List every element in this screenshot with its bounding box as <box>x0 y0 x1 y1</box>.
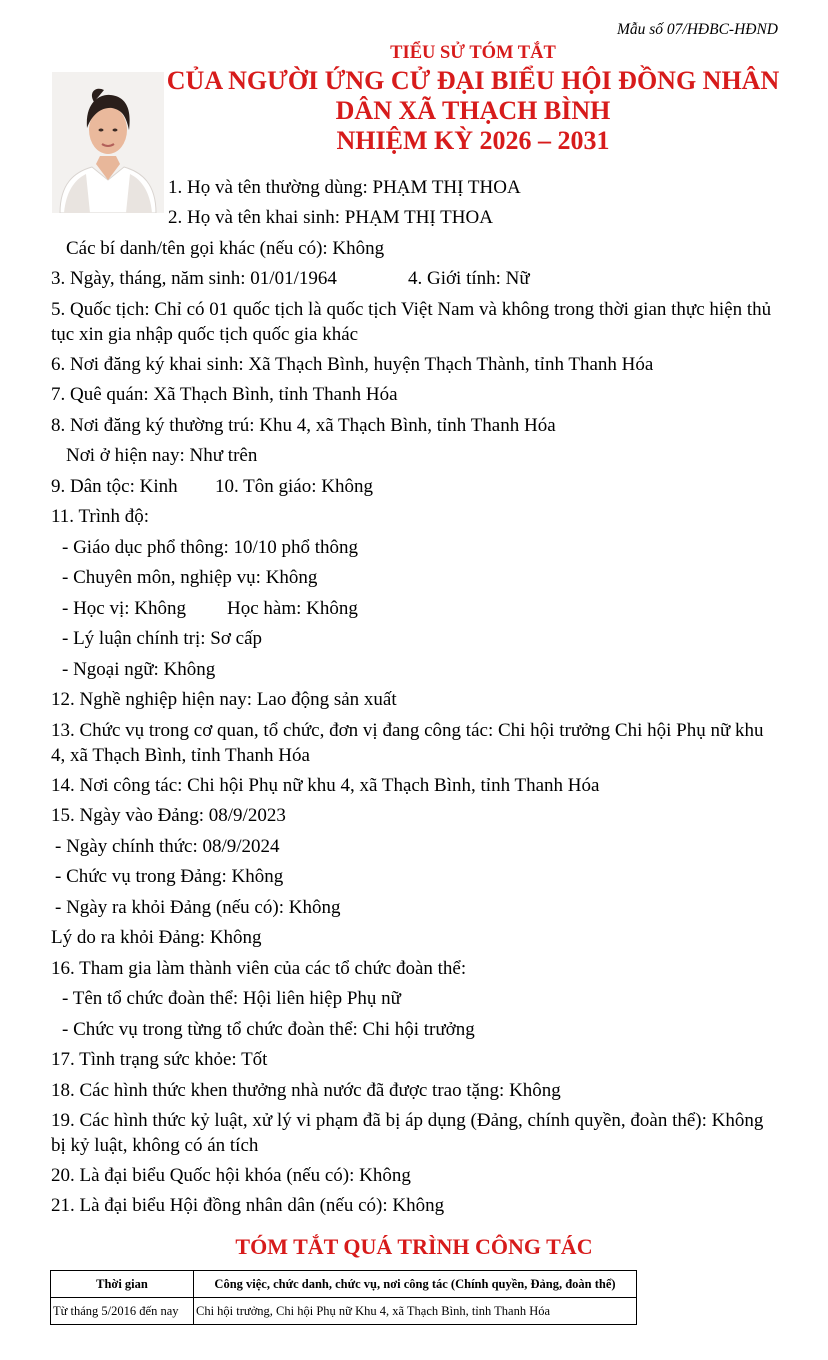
academic-title: Học hàm: Không <box>227 598 358 619</box>
birth-registration: 6. Nơi đăng ký khai sinh: Xã Thạch Bình, huyện Thạch Thành, tỉnh Thanh Hóa <box>51 354 654 375</box>
professional-qualification: - Chuyên môn, nghiệp vụ: Không <box>62 567 318 588</box>
current-residence: Nơi ở hiện nay: Như trên <box>66 445 258 466</box>
nationality: 5. Quốc tịch: Chỉ có 01 quốc tịch là quốc tịch Việt Nam và không trong thời gian thực hiện thủ tục xin gia nhập quốc tịch quốc gia khác <box>51 299 772 345</box>
party-position: - Chức vụ trong Đảng: Không <box>55 866 284 887</box>
cell-work: Chi hội trưởng, Chi hội Phụ nữ Khu 4, xã Thạch Bình, tỉnh Thanh Hóa <box>194 1298 637 1325</box>
hometown: 7. Quê quán: Xã Thạch Bình, tỉnh Thanh Hóa <box>51 384 398 405</box>
column-header-work: Công việc, chức danh, chức vụ, nơi công tác (Chính quyền, Đảng, đoàn thể) <box>194 1271 637 1298</box>
awards: 18. Các hình thức khen thưởng nhà nước đã được trao tặng: Không <box>51 1080 561 1101</box>
discipline: 19. Các hình thức kỷ luật, xử lý vi phạm đã bị áp dụng (Đảng, chính quyền, đoàn thể): Không bị kỷ luật, không có án tích <box>51 1110 764 1156</box>
council-delegate: 21. Là đại biểu Hội đồng nhân dân (nếu có): Không <box>51 1195 445 1216</box>
mass-organizations: 16. Tham gia làm thành viên của các tổ chức đoàn thể: <box>51 958 467 979</box>
party-official-date: - Ngày chính thức: 08/9/2024 <box>55 836 280 857</box>
organization-name: - Tên tổ chức đoàn thể: Hội liên hiệp Phụ nữ <box>62 988 401 1009</box>
education-heading: 11. Trình độ: <box>51 506 150 527</box>
title-block <box>160 40 786 156</box>
birth-name: 2. Họ và tên khai sinh: PHẠM THỊ THOA <box>168 207 493 228</box>
permanent-residence: 8. Nơi đăng ký thường trú: Khu 4, xã Thạch Bình, tỉnh Thanh Hóa <box>51 415 556 436</box>
candidate-photo <box>52 72 164 213</box>
occupation: 12. Nghề nghiệp hiện nay: Lao động sản xuất <box>51 689 397 710</box>
table-row <box>51 1298 637 1325</box>
party-leave-reason: Lý do ra khỏi Đảng: Không <box>51 927 262 948</box>
document-title: TIỂU SỬ TÓM TẮT <box>390 43 556 63</box>
religion: 10. Tôn giáo: Không <box>215 476 373 497</box>
form-code: Mẫu số 07/HĐBC-HĐND <box>616 21 778 38</box>
portrait-image <box>52 72 164 213</box>
general-education: - Giáo dục phổ thông: 10/10 phổ thông <box>62 537 359 558</box>
party-leave-date: - Ngày ra khỏi Đảng (nếu có): Không <box>55 897 341 918</box>
column-header-time: Thời gian <box>51 1271 194 1298</box>
work-history-table <box>50 1270 637 1325</box>
gender: 4. Giới tính: Nữ <box>408 268 530 289</box>
alias: Các bí danh/tên gọi khác (nếu có): Không <box>66 238 385 259</box>
party-join-date: 15. Ngày vào Đảng: 08/9/2023 <box>51 805 286 826</box>
political-theory: - Lý luận chính trị: Sơ cấp <box>62 628 263 649</box>
current-position: 13. Chức vụ trong cơ quan, tổ chức, đơn vị đang công tác: Chi hội trưởng Chi hội Phụ nữ khu 4, xã Thạch Bình, tỉnh Thanh Hóa <box>51 720 764 766</box>
work-history-title: TÓM TẮT QUÁ TRÌNH CÔNG TÁC <box>235 1234 593 1259</box>
cell-time: Từ tháng 5/2016 đến nay <box>51 1298 194 1325</box>
title-line-4: NHIỆM KỲ 2026 – 2031 <box>336 126 610 155</box>
ethnicity: 9. Dân tộc: Kinh <box>51 476 178 497</box>
health-status: 17. Tình trạng sức khỏe: Tốt <box>51 1049 268 1070</box>
foreign-language: - Ngoại ngữ: Không <box>62 659 216 680</box>
table-header-row <box>51 1271 637 1298</box>
academic-degree: - Học vị: Không <box>62 598 187 619</box>
title-line-2: CỦA NGƯỜI ỨNG CỬ ĐẠI BIỂU HỘI ĐỒNG NHÂN <box>166 66 780 95</box>
birth-date: 3. Ngày, tháng, năm sinh: 01/01/1964 <box>51 268 337 289</box>
national-assembly-delegate: 20. Là đại biểu Quốc hội khóa (nếu có): Không <box>51 1165 411 1186</box>
workplace: 14. Nơi công tác: Chi hội Phụ nữ khu 4, xã Thạch Bình, tỉnh Thanh Hóa <box>51 775 600 796</box>
organization-position: - Chức vụ trong từng tổ chức đoàn thể: Chi hội trưởng <box>62 1019 475 1040</box>
common-name: 1. Họ và tên thường dùng: PHẠM THỊ THOA <box>168 177 521 198</box>
title-line-3: DÂN XÃ THẠCH BÌNH <box>335 96 611 125</box>
